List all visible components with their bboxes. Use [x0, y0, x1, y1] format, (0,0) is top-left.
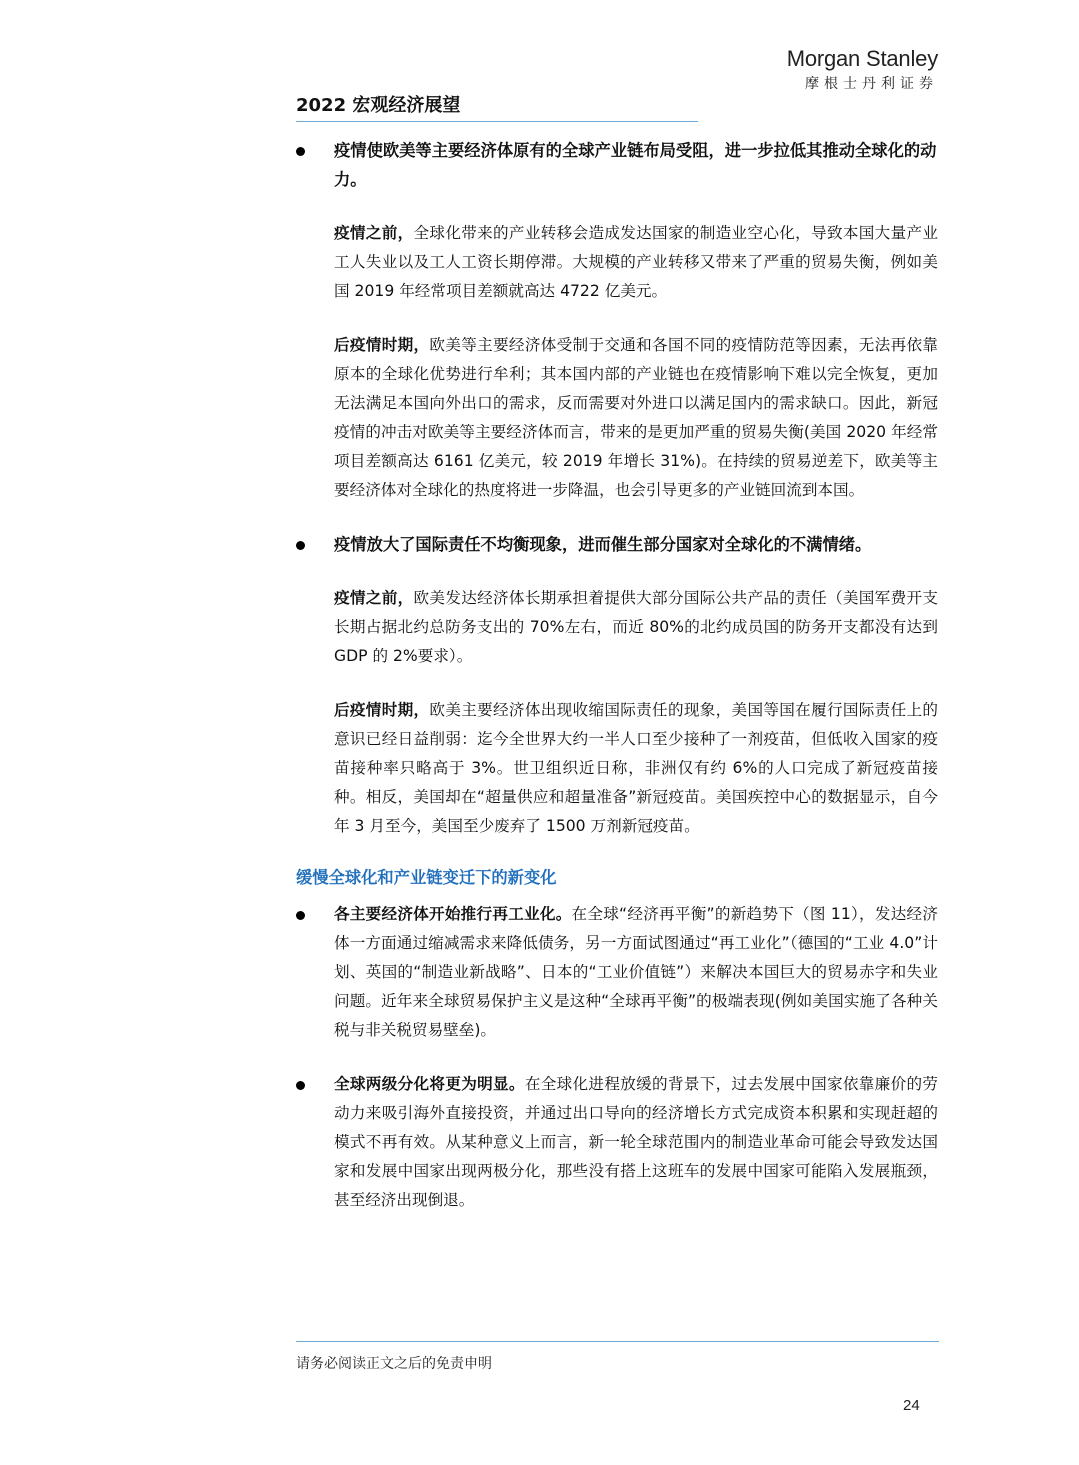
paragraph-lead: 后疫情时期，: [334, 701, 430, 719]
paragraph-lead: 疫情之前，: [334, 589, 414, 607]
paragraph-post-pandemic-1: [296, 331, 938, 505]
bullet-polarization: [296, 1070, 938, 1215]
bullet-text: 在全球“经济再平衡”的新趋势下（图 11），发达经济体一方面通过缩减需求来降低债务，另一方面试图通过“再工业化”（德国的“工业 4.0”计划、英国的“制造业新战略”、日本的“工业价值链”）来解决本国巨大的贸易赤字和失业问题。近年来全球贸易保护主义是这种“全球再平衡”的极端表现(例如美国实施了各种关税与非关税贸易壁垒)。: [334, 905, 938, 1039]
paragraph-text: 全球化带来的产业转移会造成发达国家的制造业空心化，导致本国大量产业工人失业以及工人工资长期停滞。大规模的产业转移又带来了严重的贸易失衡，例如美国 2019 年经常项目差额就高达 4722 亿美元。: [334, 224, 938, 300]
section-heading: 缓慢全球化和产业链变迁下的新变化: [296, 868, 557, 887]
bullet-heading-1-text: 疫情使欧美等主要经济体原有的全球产业链布局受阻，进一步拉低其推动全球化的动力。: [334, 141, 937, 189]
bullet-dot-icon: [296, 147, 305, 156]
disclaimer-notice: 请务必阅读正文之后的免责申明: [296, 1356, 492, 1372]
page-number: 24: [903, 1397, 920, 1414]
bullet-heading-2-text: 疫情放大了国际责任不均衡现象，进而催生部分国家对全球化的不满情绪。: [334, 535, 872, 554]
paragraph-lead: 疫情之前，: [334, 224, 414, 242]
paragraph-before-pandemic-1: [296, 219, 938, 306]
header-divider: [296, 121, 698, 122]
bullet-reindustrialization: [296, 900, 938, 1045]
paragraph-text: 欧美等主要经济体受制于交通和各国不同的疫情防范等因素，无法再依靠原本的全球化优势进行牟利；其本国内部的产业链也在疫情影响下难以完全恢复，更加无法满足本国向外出口的需求，反而需要对外进口以满足国内的需求缺口。因此，新冠疫情的冲击对欧美等主要经济体而言，带来的是更加严重的贸易失衡(美国 2020 年经常项目差额高达 6161 亿美元，较 2019 年增长 31%)。在持续的贸易逆差下，欧美等主要经济体对全球化的热度将进一步降温，也会引导更多的产业链回流到本国。: [334, 336, 938, 499]
document-title: 2022 宏观经济展望: [296, 95, 461, 116]
bullet-heading-1: [296, 136, 938, 194]
main-content: [296, 136, 938, 1240]
footer-divider: [296, 1341, 939, 1342]
bullet-dot-icon: [296, 541, 305, 550]
paragraph-text: 欧美发达经济体长期承担着提供大部分国际公共产品的责任（美国军费开支长期占据北约总防务支出的 70%左右，而近 80%的北约成员国的防务开支都没有达到 GDP 的 2%要求）。: [334, 589, 938, 665]
bullet-heading-2: [296, 530, 938, 559]
paragraph-before-pandemic-2: [296, 584, 938, 671]
paragraph-post-pandemic-2: [296, 696, 938, 841]
bullet-text: 在全球化进程放缓的背景下，过去发展中国家依靠廉价的劳动力来吸引海外直接投资，并通过出口导向的经济增长方式完成资本积累和实现赶超的模式不再有效。从某种意义上而言，新一轮全球范围内的制造业革命可能会导致发达国家和发展中国家出现两极分化，那些没有搭上这班车的发展中国家可能陷入发展瓶颈，甚至经济出现倒退。: [334, 1075, 938, 1209]
brand-logo: [787, 46, 938, 93]
bullet-dot-icon: [296, 911, 305, 920]
bullet-lead: 各主要经济体开始推行再工业化。: [334, 905, 572, 923]
brand-name-chinese: 摩根士丹利证券: [805, 76, 938, 92]
brand-name: Morgan Stanley: [786, 46, 938, 71]
bullet-lead: 全球两级分化将更为明显。: [334, 1075, 525, 1093]
bullet-dot-icon: [296, 1081, 305, 1090]
paragraph-lead: 后疫情时期，: [334, 336, 430, 354]
paragraph-text: 欧美主要经济体出现收缩国际责任的现象，美国等国在履行国际责任上的意识已经日益削弱：迄今全世界大约一半人口至少接种了一剂疫苗，但低收入国家的疫苗接种率只略高于 3%。世卫组织近日称，非洲仅有约 6%的人口完成了新冠疫苗接种。相反，美国却在“超量供应和超量准备”新冠疫苗。美国疾控中心的数据显示，自今年 3 月至今，美国至少废弃了 1500 万剂新冠疫苗。: [334, 701, 938, 835]
